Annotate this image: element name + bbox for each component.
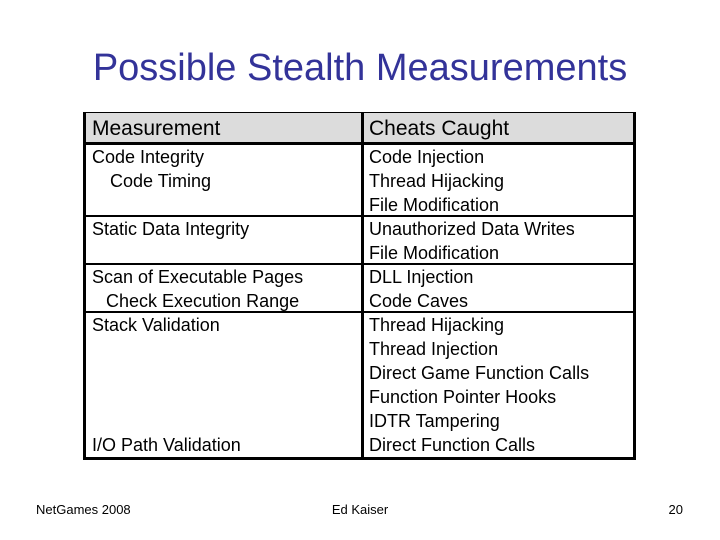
header-measurement: Measurement xyxy=(92,117,221,140)
table-row-3-cheats xyxy=(369,265,589,433)
table-row-1-cheats xyxy=(369,145,504,217)
measurement-line: Code Integrity xyxy=(92,147,205,167)
footer-conference: NetGames 2008 xyxy=(36,502,131,517)
footer-author: Ed Kaiser xyxy=(331,502,389,517)
cheat-line: Thread Hijacking xyxy=(369,171,505,191)
table-row-4-measurement xyxy=(92,433,241,457)
cheat-line: Code Injection xyxy=(369,147,485,167)
cheat-line: Function Pointer Hooks xyxy=(369,387,557,407)
cheat-line: Code Caves xyxy=(369,291,469,311)
measurement-line: Check Execution Range xyxy=(106,291,300,311)
footer-slide-number: 20 xyxy=(668,502,683,517)
cheat-line: File Modification xyxy=(369,243,500,263)
cheat-line: Direct Game Function Calls xyxy=(369,363,590,383)
table-row-2-cheats xyxy=(369,217,575,265)
header-cheats-caught: Cheats Caught xyxy=(369,117,510,140)
cheat-line: Direct Function Calls xyxy=(369,435,536,455)
measurement-line: Static Data Integrity xyxy=(92,219,250,239)
cheat-line: Thread Hijacking xyxy=(369,315,505,335)
measurement-line: Scan of Executable Pages xyxy=(92,267,304,287)
measurement-line: Code Timing xyxy=(110,171,212,191)
measurement-line: Stack Validation xyxy=(92,315,220,335)
table-row-2-measurement xyxy=(92,217,249,241)
slide-title: Possible Stealth Measurements xyxy=(92,47,628,89)
table-row-3-measurement xyxy=(92,265,303,337)
cheat-line: Thread Injection xyxy=(369,339,499,359)
measurements-table xyxy=(83,112,636,460)
cheat-line: IDTR Tampering xyxy=(369,411,500,431)
cheat-line: Unauthorized Data Writes xyxy=(369,219,575,239)
table-row-1-measurement xyxy=(92,145,211,193)
measurement-line: I/O Path Validation xyxy=(92,435,241,455)
table-row-4-cheats xyxy=(369,433,535,457)
column-divider xyxy=(361,113,364,457)
cheat-line: DLL Injection xyxy=(369,267,474,287)
cheat-line: File Modification xyxy=(369,195,500,215)
